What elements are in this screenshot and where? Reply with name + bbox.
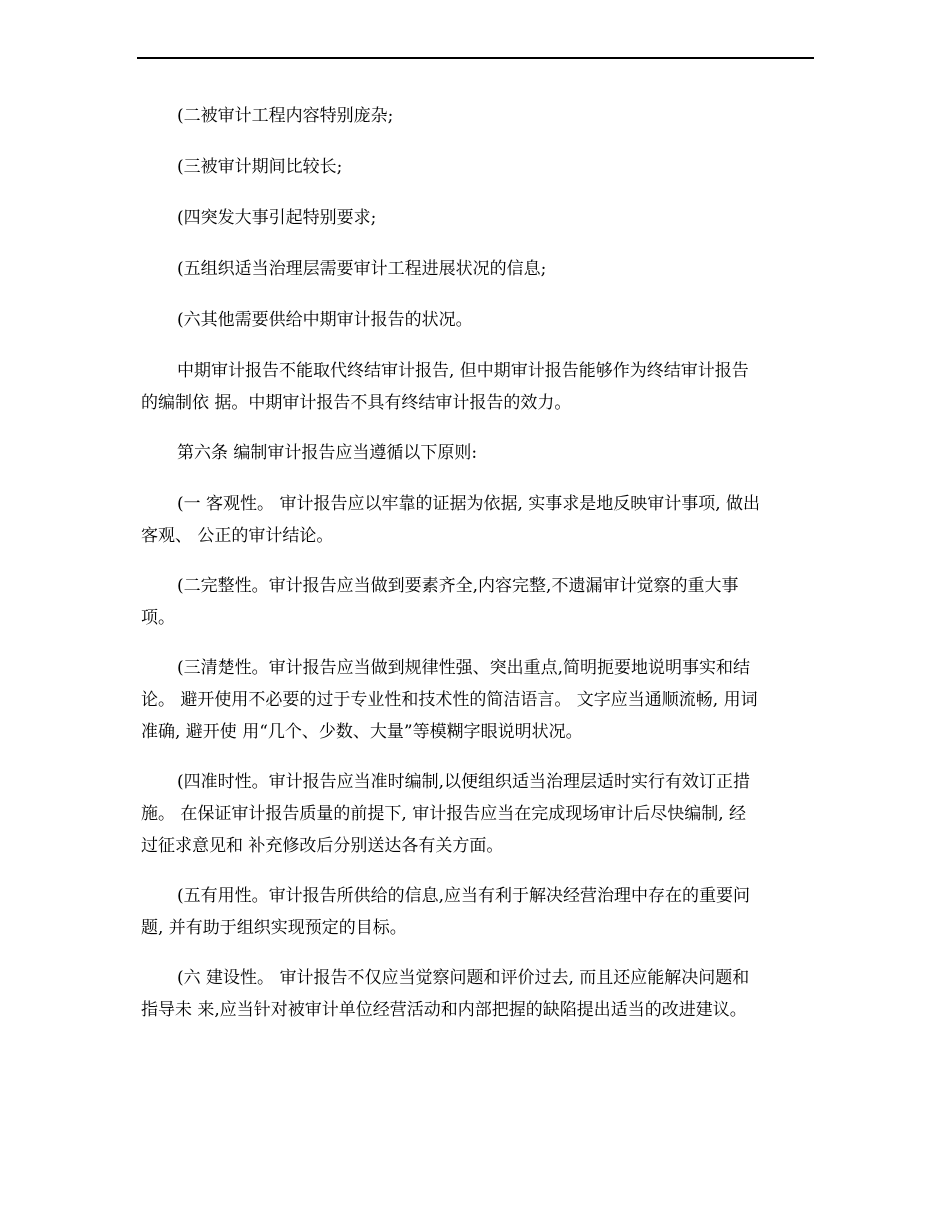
paragraph-line: (六 建设性。 审计报告不仅应当觉察问题和评价过去, 而且还应能解决问题和 bbox=[177, 968, 750, 988]
paragraph-line: (一 客观性。 审计报告应以牢靠的证据为依据, 实事求是地反映审计事项, 做出 bbox=[177, 494, 761, 514]
paragraph-line: (六其他需要供给中期审计报告的状况。 bbox=[177, 310, 473, 330]
principle-timeliness bbox=[141, 766, 809, 862]
paragraph-line: (四突发大事引起特别要求; bbox=[177, 208, 377, 228]
paragraph-item-2 bbox=[141, 100, 809, 132]
paragraph-interim-report bbox=[141, 355, 809, 419]
principle-constructiveness bbox=[141, 962, 809, 1026]
paragraph-line: 客观、 公正的审计结论。 bbox=[141, 526, 334, 546]
paragraph-item-5 bbox=[141, 253, 809, 285]
paragraph-line: (三清楚性。审计报告应当做到规律性强、突出重点,简明扼要地说明事实和结 bbox=[177, 658, 751, 678]
paragraph-line: 题, 并有助于组织实现预定的目标。 bbox=[141, 918, 407, 938]
paragraph-line: (五组织适当治理层需要审计工程进展状况的信息; bbox=[177, 259, 547, 279]
paragraph-line: 的编制依 据。中期审计报告不具有终结审计报告的效力。 bbox=[141, 393, 572, 413]
paragraph-item-4 bbox=[141, 202, 809, 234]
paragraph-line: 中期审计报告不能取代终结审计报告, 但中期审计报告能够作为终结审计报告 bbox=[177, 361, 749, 381]
paragraph-line: (四准时性。审计报告应当准时编制,以便组织适当治理层适时实行有效订正措 bbox=[177, 772, 751, 792]
principle-usefulness bbox=[141, 880, 809, 944]
paragraph-line: 准确, 避开使 用“几个、少数、大量”等模糊字眼说明状况。 bbox=[141, 722, 583, 742]
article-six-heading bbox=[141, 437, 809, 469]
paragraph-line: (五有用性。审计报告所供给的信息,应当有利于解决经营治理中存在的重要问 bbox=[177, 886, 751, 906]
paragraph-line: 过征求意见和 补充修改后分别送达各有关方面。 bbox=[141, 836, 504, 856]
document-body bbox=[141, 100, 809, 1026]
header-rule bbox=[137, 57, 814, 59]
paragraph-line: 施。 在保证审计报告质量的前提下, 审计报告应当在完成现场审计后尽快编制, 经 bbox=[141, 804, 747, 824]
paragraph-line: (二完整性。审计报告应当做到要素齐全,内容完整,不遗漏审计觉察的重大事 bbox=[177, 576, 739, 596]
paragraph-line: 指导未 来,应当针对被审计单位经营活动和内部把握的缺陷提出适当的改进建议。 bbox=[141, 1000, 747, 1020]
paragraph-item-3 bbox=[141, 151, 809, 183]
paragraph-item-6 bbox=[141, 304, 809, 336]
paragraph-line: (三被审计期间比较长; bbox=[177, 157, 343, 177]
principle-objectivity bbox=[141, 488, 809, 552]
paragraph-line: 项。 bbox=[141, 608, 175, 628]
paragraph-line: (二被审计工程内容特别庞杂; bbox=[177, 106, 394, 126]
paragraph-line: 第六条 编制审计报告应当遵循以下原则: bbox=[177, 443, 478, 463]
principle-clarity bbox=[141, 652, 809, 748]
principle-completeness bbox=[141, 570, 809, 634]
paragraph-line: 论。 避开使用不必要的过于专业性和技术性的简洁语言。 文字应当通顺流畅, 用词 bbox=[141, 690, 758, 710]
